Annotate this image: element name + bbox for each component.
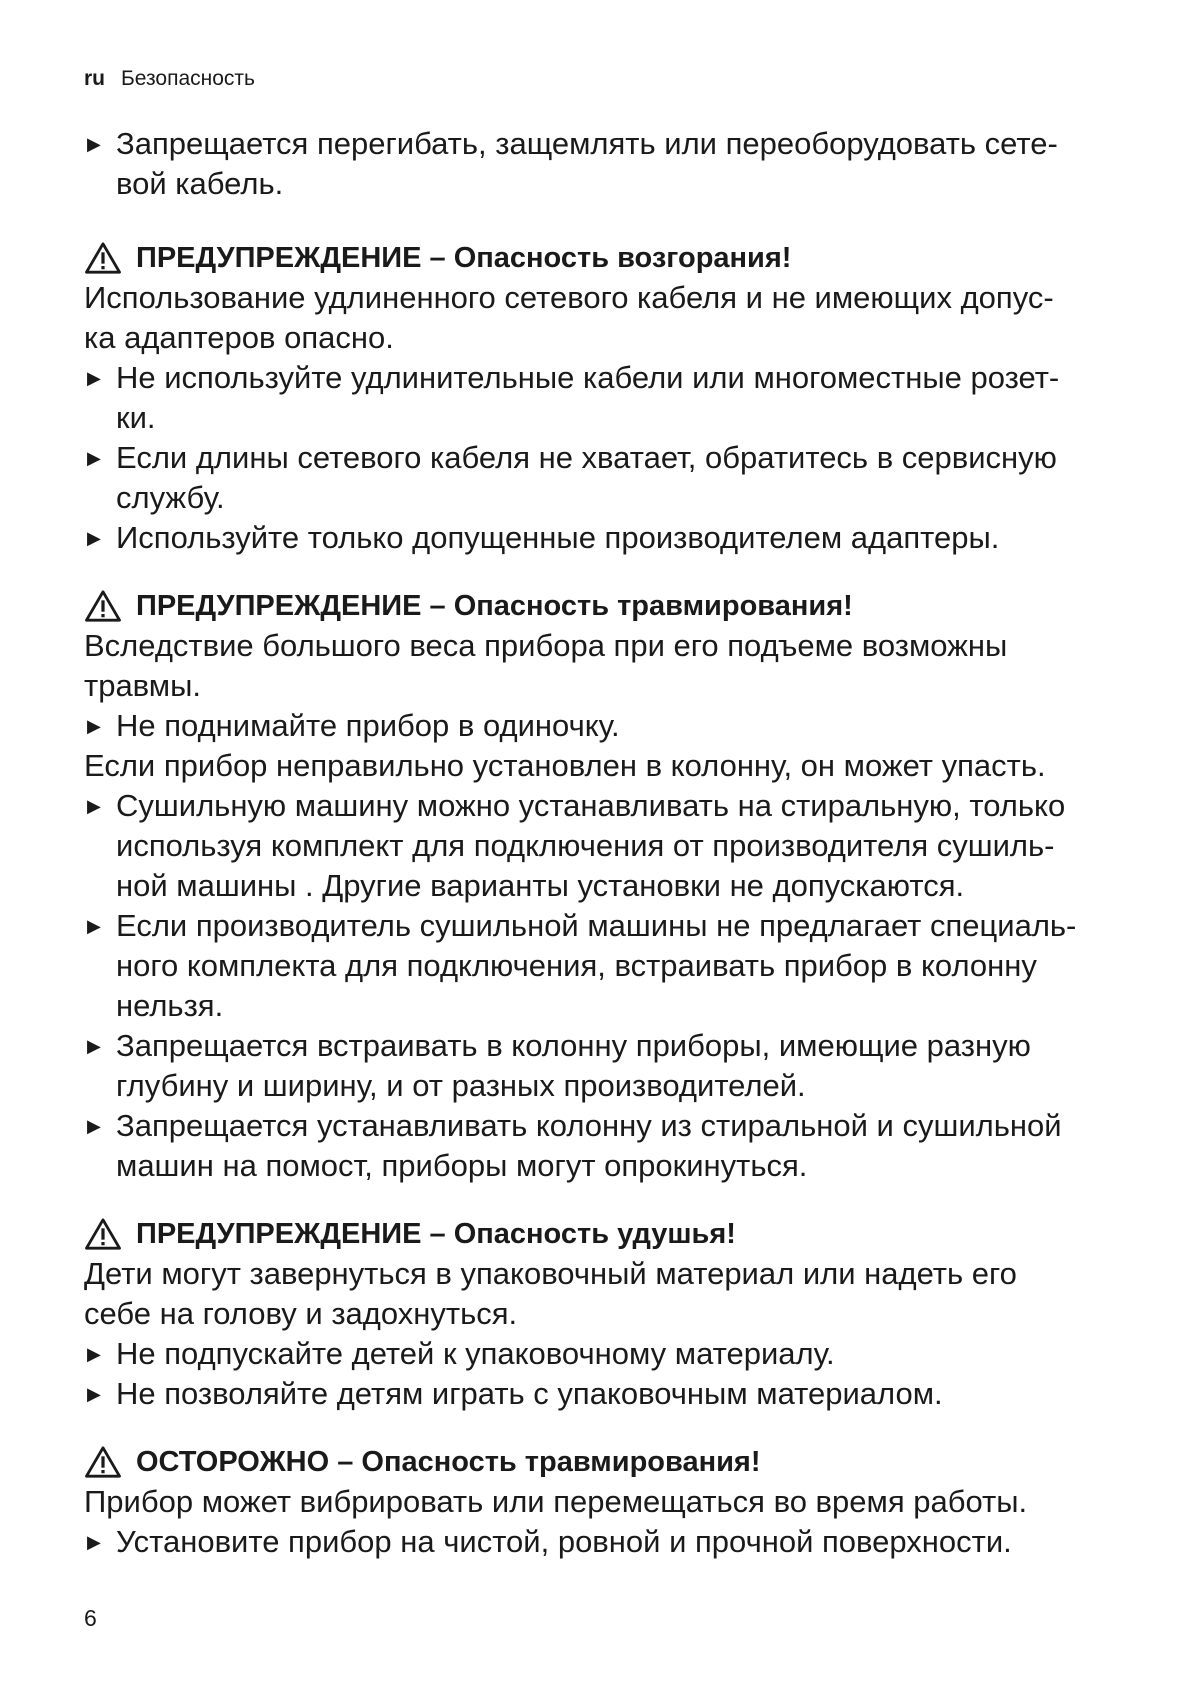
warning-heading bbox=[84, 238, 1124, 278]
list-item-line: нельзя. bbox=[116, 988, 224, 1023]
paragraph-line: Если прибор неправильно установлен в колонну, он может упасть. bbox=[84, 748, 1046, 783]
warnings-container bbox=[84, 238, 1124, 1562]
paragraph bbox=[84, 1254, 1124, 1334]
bullet-arrow-icon: ▶ bbox=[87, 448, 101, 468]
paragraph-line: себе на голову и задохнуться. bbox=[84, 1296, 518, 1331]
language-code: ru bbox=[84, 67, 105, 90]
warning-section bbox=[84, 1214, 1124, 1414]
bullet-arrow-icon: ▶ bbox=[87, 1384, 101, 1404]
list-item-line: службу. bbox=[116, 480, 225, 515]
list-item-line: Не позволяйте детям играть с упаковочным материалом. bbox=[116, 1376, 943, 1411]
list-item bbox=[84, 518, 1124, 558]
list-item-line: Используйте только допущенные производителем адаптеры. bbox=[116, 520, 1000, 555]
warning-title: ПРЕДУПРЕЖДЕНИЕ – Опасность удушья! bbox=[136, 1218, 736, 1250]
paragraph-line: Прибор может вибрировать или перемещаться во время работы. bbox=[84, 1484, 1028, 1519]
bullet-arrow-icon: ▶ bbox=[87, 796, 101, 816]
warning-section bbox=[84, 238, 1124, 558]
paragraph-line: травмы. bbox=[84, 668, 202, 703]
bullet-arrow-icon: ▶ bbox=[87, 528, 101, 548]
list-item-line: Запрещается встраивать в колонну приборы, имеющие разную bbox=[116, 1028, 1031, 1063]
list-item bbox=[84, 1106, 1124, 1186]
list-item-line: Запрещается перегибать, защемлять или переоборудовать сете- bbox=[116, 126, 1058, 161]
list-item bbox=[84, 786, 1124, 906]
warning-triangle-icon bbox=[84, 1217, 122, 1251]
list-item bbox=[84, 358, 1124, 438]
bullet-arrow-icon: ▶ bbox=[87, 134, 101, 154]
bullet-arrow-icon: ▶ bbox=[87, 1036, 101, 1056]
list-item-line: Не подпускайте детей к упаковочному материалу. bbox=[116, 1336, 835, 1371]
list-item bbox=[84, 906, 1124, 1026]
bullet-arrow-icon: ▶ bbox=[87, 1344, 101, 1364]
warning-heading bbox=[84, 1214, 1124, 1254]
list-item-line: Если производитель сушильной машины не предлагает специаль- bbox=[116, 908, 1077, 943]
list-item-line: Если длины сетевого кабеля не хватает, обратитесь в сервисную bbox=[116, 440, 1057, 475]
warning-section bbox=[84, 586, 1124, 1186]
bullet-arrow-icon: ▶ bbox=[87, 716, 101, 736]
list-item-line: глубину и ширину, и от разных производителей. bbox=[116, 1068, 806, 1103]
bullet-arrow-icon: ▶ bbox=[87, 368, 101, 388]
warning-triangle-icon bbox=[84, 589, 122, 623]
paragraph bbox=[84, 746, 1124, 786]
paragraph-line: ка адаптеров опасно. bbox=[84, 320, 394, 355]
section-title: Безопасность bbox=[121, 67, 255, 90]
list-item-line: Сушильную машину можно устанавливать на стиральную, только bbox=[116, 788, 1066, 823]
warning-heading bbox=[84, 586, 1124, 626]
list-item bbox=[84, 438, 1124, 518]
bullet-arrow-icon: ▶ bbox=[87, 1116, 101, 1136]
paragraph bbox=[84, 278, 1124, 358]
list-item bbox=[84, 1026, 1124, 1106]
list-item-line: Не используйте удлинительные кабели или многоместные розет- bbox=[116, 360, 1060, 395]
warning-title: ПРЕДУПРЕЖДЕНИЕ – Опасность возгорания! bbox=[136, 242, 792, 274]
list-item bbox=[84, 706, 1124, 746]
list-item-line: ной машины . Другие варианты установки не допускаются. bbox=[116, 868, 965, 903]
document-body bbox=[84, 124, 1124, 1562]
list-item-line: Запрещается устанавливать колонну из стиральной и сушильной bbox=[116, 1108, 1062, 1143]
page-header bbox=[84, 66, 255, 92]
paragraph-line: Использование удлиненного сетевого кабеля и не имеющих допус- bbox=[84, 280, 1054, 315]
list-item-line: используя комплект для подключения от производителя сушиль- bbox=[116, 828, 1055, 863]
warning-triangle-icon bbox=[84, 1445, 122, 1479]
list-item-line: ного комплекта для подключения, встраивать прибор в колонну bbox=[116, 948, 1037, 983]
list-item-line: Установите прибор на чистой, ровной и прочной поверхности. bbox=[116, 1524, 1012, 1559]
list-item-line: Не поднимайте прибор в одиночку. bbox=[116, 708, 620, 743]
warning-triangle-icon bbox=[84, 241, 122, 275]
list-item bbox=[84, 124, 1124, 204]
paragraph-line: Дети могут завернуться в упаковочный материал или надеть его bbox=[84, 1256, 1017, 1291]
bullet-arrow-icon: ▶ bbox=[87, 916, 101, 936]
paragraph bbox=[84, 626, 1124, 706]
warning-title: ОСТОРОЖНО – Опасность травмирования! bbox=[136, 1446, 761, 1478]
bullet-arrow-icon: ▶ bbox=[87, 1532, 101, 1552]
list-item bbox=[84, 1334, 1124, 1374]
warning-title: ПРЕДУПРЕЖДЕНИЕ – Опасность травмирования! bbox=[136, 590, 853, 622]
warning-heading bbox=[84, 1442, 1124, 1482]
warning-section bbox=[84, 1442, 1124, 1562]
page-number: 6 bbox=[84, 1605, 97, 1631]
list-item-line: вой кабель. bbox=[116, 166, 284, 201]
paragraph-line: Вследствие большого веса прибора при его подъеме возможны bbox=[84, 628, 1008, 663]
list-item bbox=[84, 1522, 1124, 1562]
list-item-line: машин на помост, приборы могут опрокинуться. bbox=[116, 1148, 808, 1183]
paragraph bbox=[84, 1482, 1124, 1522]
list-item bbox=[84, 1374, 1124, 1414]
list-item-line: ки. bbox=[116, 400, 156, 435]
